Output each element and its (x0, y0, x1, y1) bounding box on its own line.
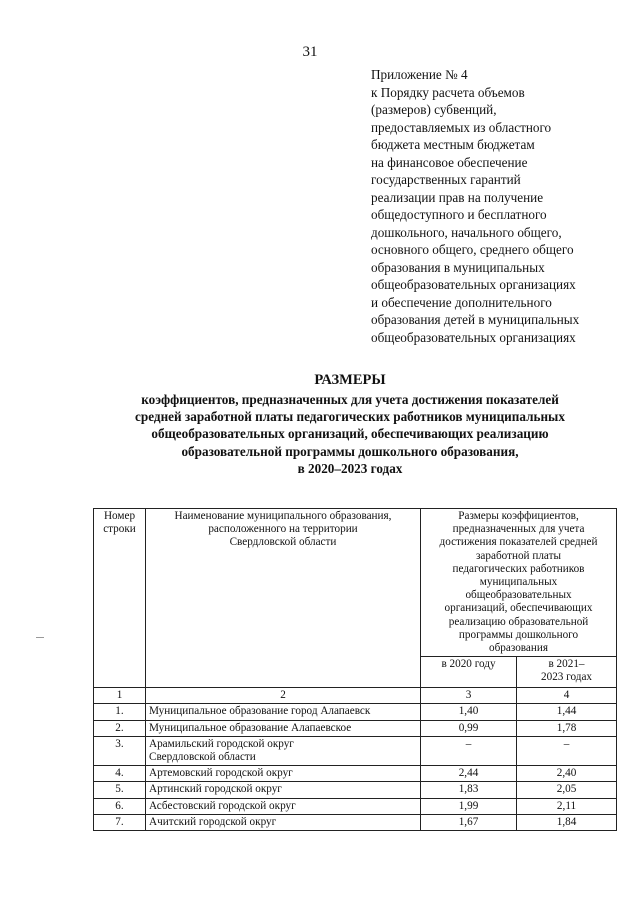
column-number: 3 (421, 688, 517, 704)
column-number: 2 (146, 688, 421, 704)
appendix-line: государственных гарантий (371, 172, 521, 187)
appendix-line: на финансовое обеспечение (371, 154, 528, 170)
subtitle-line: коэффициентов, предназначенных для учета достижения показателей (141, 392, 559, 407)
table-column-numbers-row (94, 688, 617, 704)
table-row (94, 798, 617, 814)
value-2021-2023: – (517, 736, 617, 765)
value-2021-2023: 1,84 (517, 814, 617, 830)
header-row-number: Номер строки (94, 509, 146, 688)
table-row (94, 704, 617, 720)
value-2020: 1,40 (421, 704, 517, 720)
value-2021-2023: 1,44 (517, 704, 617, 720)
row-number: 1. (94, 704, 146, 720)
value-2020: – (421, 736, 517, 765)
value-2020: 0,99 (421, 720, 517, 736)
subtitle-line: образовательной программы дошкольного образования, (181, 443, 519, 459)
municipality-name: Муниципальное образование город Алапаевск (146, 704, 421, 720)
appendix-line: (размеров) субвенций, (371, 102, 497, 117)
row-number: 6. (94, 798, 146, 814)
subtitle-line: средней заработной платы педагогических работников муниципальных (135, 409, 565, 425)
value-2021-2023: 2,40 (517, 766, 617, 782)
appendix-line: предоставляемых из областного (371, 119, 552, 135)
row-number: 5. (94, 782, 146, 798)
row-number: 7. (94, 814, 146, 830)
appendix-line: реализации прав на получение (371, 189, 544, 205)
value-2021-2023: 2,11 (517, 798, 617, 814)
header-year-2021-2023: в 2021– 2023 годах (517, 657, 617, 688)
document-subtitle (60, 391, 640, 477)
table-row (94, 814, 617, 830)
appendix-line: основного общего, среднего общего (371, 242, 574, 257)
table-row (94, 782, 617, 798)
value-2021-2023: 1,78 (517, 720, 617, 736)
header-coefficients: Размеры коэффициентов, предназначенных для учета достижения показателей средней заработной платы педагогических работников муниципальных общеобразовательных организаций, обеспечивающих реализацию образовательной программы дошкольного образования (421, 509, 617, 657)
municipality-name: Муниципальное образование Алапаевское (146, 720, 421, 736)
column-number: 1 (94, 688, 146, 704)
table-row (94, 736, 617, 765)
appendix-line: дошкольного, начального общего, (371, 224, 562, 240)
row-number: 3. (94, 736, 146, 765)
municipality-name: Ачитский городской округ (146, 814, 421, 830)
column-number: 4 (517, 688, 617, 704)
appendix-line: образования в муниципальных (371, 259, 545, 275)
row-number: 2. (94, 720, 146, 736)
appendix-block (371, 66, 631, 346)
document-title: РАЗМЕРЫ (314, 372, 386, 388)
value-2020: 1,99 (421, 798, 517, 814)
value-2021-2023: 2,05 (517, 782, 617, 798)
value-2020: 1,67 (421, 814, 517, 830)
appendix-line: бюджета местным бюджетам (371, 137, 535, 152)
header-municipality-name: Наименование муниципального образования, расположенного на территории Свердловской области (146, 509, 421, 688)
table-row (94, 720, 617, 736)
appendix-line: Приложение № 4 (371, 67, 468, 82)
table-row (94, 766, 617, 782)
appendix-line: общедоступного и бесплатного (371, 207, 547, 222)
table-header-row (94, 509, 617, 657)
municipality-name: Арамильский городской округ Свердловской области (146, 736, 421, 765)
value-2020: 1,83 (421, 782, 517, 798)
value-2020: 2,44 (421, 766, 517, 782)
municipality-name: Артинский городской округ (146, 782, 421, 798)
municipality-name: Асбестовский городской округ (146, 798, 421, 814)
subtitle-line: в 2020–2023 годах (297, 460, 403, 476)
appendix-line: общеобразовательных организациях (371, 277, 576, 292)
appendix-line: общеобразовательных организациях (371, 329, 576, 345)
appendix-line: и обеспечение дополнительного (371, 294, 552, 310)
row-number: 4. (94, 766, 146, 782)
municipality-name: Артемовский городской округ (146, 766, 421, 782)
header-year-2020: в 2020 году (421, 657, 517, 688)
coefficients-table (93, 508, 617, 831)
subtitle-line: общеобразовательных организаций, обеспечивающих реализацию (151, 426, 549, 442)
page-number: 31 (302, 44, 318, 60)
margin-mark (36, 637, 44, 638)
appendix-line: образования детей в муниципальных (371, 312, 580, 327)
appendix-line: к Порядку расчета объемов (371, 84, 525, 100)
